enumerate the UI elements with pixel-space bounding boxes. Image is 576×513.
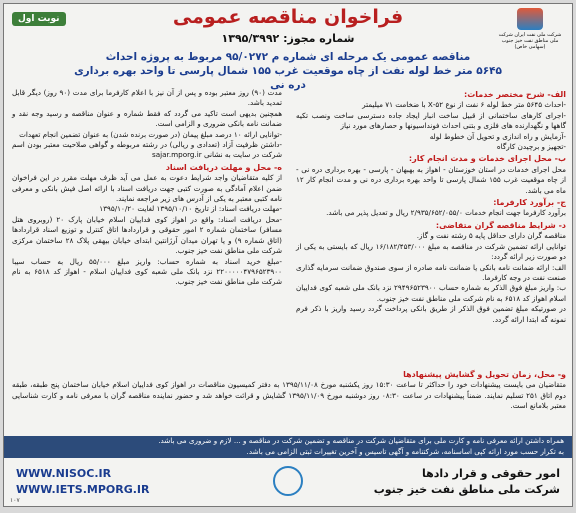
left-text-1: مدت (۹۰) روز معتبر بوده و پس از آن نیز با اعلام کارفرما برای مدت (۹۰ روز) دیگر قابل تمدید باشد.: [12, 88, 282, 108]
section-e-text-3: -محل دریافت اسناد: واقع در اهواز کوی فداییان اسلام خیابان پارک ۲۰ (روبروی هتل مسافر) ساختمان شماره ۲ امور حقوقی و قراردادها اتاق کنترل و توزیع اسناد قراردادها (اتاق شماره ۹) و یا تهران میدان آرژانتین ابتدای خیابان بیهقی پلاک ۲۸ ساختمان مرکزی شرکت ملی مناطق نفت خیز جنوب.: [12, 214, 283, 256]
left-text-2: همچنین بدیهی است تاکید می گردد که فقط شماره و عنوان مناقصه و رسید وجه نقد و ضمانت نامه بانکی ضروری و الزامی است.: [12, 108, 282, 129]
section-b-heading: ب- محل اجرای خدمات و مدت انجام کار:: [408, 154, 566, 164]
section-e-heading: ه- محل و مهلت دریافت اسناد: [165, 162, 282, 172]
website-iets[interactable]: WWW.IETS.MPORG.IR: [16, 483, 150, 496]
right-column: [296, 88, 566, 325]
section-a-item-2: -اجرای کارهای ساختمانی از قبیل ساخت انبار ایجاد جاده دسترسی ساخت ونصب تکیه گاهها و نگهدارنده های فلزی و بتنی احداث فونداسیونها و حصارهای مورد نیاز: [296, 110, 566, 131]
left-text-4: -داشتن ظرفیت آزاد (تعدادی و ریالی) در رشته مربوطه و گواهی صلاحیت معتبر بودن اسم شرکت در سایت به نشانی sajar.mporg.ir: [12, 140, 282, 160]
websites-block: [16, 466, 150, 498]
first-publication-badge: نوبت اول: [12, 12, 66, 26]
section-e-text-1: از کلیه متقاضیان واجد شرایط دعوت به عمل می آید ظرف مهلت مقرر در این فراخوان ضمن اعلام آمادگی به صورت کتبی جهت دریافت اسناد با ارائه اصل فیش بانکی و معرفی نامه کتبی معتبر به یکی از آدرس های زیر مراجعه نمایند.: [12, 173, 282, 204]
notice-title: فراخوان مناقصه عمومی: [172, 6, 404, 28]
company-seal-icon: [273, 466, 303, 496]
left-text-3: -توانایی ارائه ۱۰ درصد مبلغ پیمان (در صورت برنده شدن) به عنوان تضمین انجام تعهدات: [19, 129, 282, 139]
note-line-2: به تکرار حسب مورد ارائه کپی اساسنامه، شرکتنامه و آگهی تاسیس و آخرین تغییرات ثبتی الزامی می باشد.: [246, 446, 564, 456]
section-f-heading: و- محل، زمان تحویل و گشایش پیشنهادها: [403, 370, 566, 379]
section-a-heading: الف- شرح مختصر خدمات:: [464, 90, 566, 99]
section-c-heading: ج- برآورد کارفرما:: [493, 198, 566, 208]
tender-notice: [3, 3, 573, 507]
tender-subject: [74, 50, 502, 92]
subject-line-2: ۵۶۴۵ متر خط لوله نفت از چاه موقعیت غرب ۱۵۵ شمال پارسی تا واحد بهره برداری دره نی: [74, 65, 502, 91]
section-d-item-3: الف: ارائه ضمانت نامه بانکی یا ضمانت نامه صادره از سوی صندوق ضمانت سرمایه گذاری صنعت نفت در وجه کارفرما.: [296, 262, 566, 282]
subject-line-1: مناقصه عمومی یک مرحله ای شماره م ۹۵/۰۲۷۲ مربوط به پروژه احداث: [105, 51, 471, 63]
section-e-text-4: -مبلغ خرید اسناد به شماره حساب: واریز مبلغ ۵۵/۰۰۰ ریال به حساب سیبا ۲۲۰۰۰۰۰۴۷۹۶۵۲۳۹۰۰ نزد بانک ملی شعبه کوی فداییان اسلام - اهواز کد ۶۵۱۸ به نام شرکت ملی مناطق نفت خیز جنوب.: [12, 256, 282, 287]
section-d-item-2: توانایی ارائه تضمین شرکت در مناقصه به مبلغ ۱۶/۱۸۲/۴۵۳/۰۰۰ ریال که بایستی به یکی از دو صورت زیر ارائه گردد:: [296, 241, 566, 262]
section-d-item-5: در صورتیکه مبلغ تضمین فوق الذکر از طریق بانکی پرداخت گردد رسید واریز با ذکر فرم نمونه گه ابتدا ارائه گردد.: [296, 304, 566, 324]
issuer-dept: امور حقوقی و قرار دادها: [421, 467, 560, 480]
section-f-text: متقاضیان می بایست پیشنهادات خود را حداکثر تا ساعت ۱۵:۳۰ روز یکشنبه مورخ ۱۳۹۵/۱۱/۰۸ به دفتر کمیسیون مناقصات در اهواز کوی فداییان اسلام خیابان ساختمان پنج طبقه، طبقه دوم اتاق ۲۵۱ تسلیم نمایند. ضمناً پیشنهادات در ساعت ۰۸:۳۰ روز دوشنبه مورخ ۱۳۹۵/۱۱/۰۹ گشایش و قرائت خواهد شد و حضور نماینده مناقصه گران با معرفی نامه و کارت شناسایی معتبر بلامانع است.: [12, 380, 566, 411]
section-a-item-3: -آزمایش و راه اندازی و تحویل آن خطوط لوله: [429, 131, 566, 141]
nioc-logo: [498, 8, 562, 54]
section-d-heading: د- شرایط مناقصه گران متقاضی:: [435, 220, 566, 230]
section-f: [12, 368, 566, 412]
section-b-text: محل اجرای خدمات در استان خوزستان - اهواز به بهبهان - پارسی - بهره برداری دره نی - از چاه موقعیت غرب ۱۵۵ شمال پارسی تا واحد بهره برداری دره نی و مدت انجام کار ۱۲ ماه می باشد.: [296, 164, 566, 195]
section-c-text: برآورد کارفرما جهت انجام خدمات ۲/۹۳۵/۶۵۲/۰۵۵/۰ ریال و تعدیل پذیر می باشد.: [326, 208, 566, 218]
page-code: ۱۰۷: [10, 497, 20, 504]
left-column: [12, 88, 282, 288]
permit-number: شماره مجوز: ۱۳۹۵/۳۹۹۲: [221, 32, 355, 45]
section-a-item-4: -تجهیز و برچیدن کارگاه: [496, 142, 566, 152]
section-d-item-1: مناقصه گران دارای حداقل پایه ۵ رشته نفت و گاز.: [416, 231, 566, 241]
notice-footer: [4, 462, 572, 506]
section-a-item-1: -احداث ۵۶۴۵ متر خط لوله ۶ نفت از نوع ۵۲-X با ضخامت ۷۱ میلیمتر: [362, 100, 566, 110]
notes-bar: [4, 436, 572, 458]
issuer-company: شرکت ملی مناطق نفت خیز جنوب: [373, 483, 560, 496]
website-nisoc[interactable]: WWW.NISOC.IR: [16, 467, 112, 480]
note-line-1: همراه داشتن ارائه معرفی نامه و کارت ملی برای متقاضیان شرکت در مناقصه و تضمین شرکت در مناقصه و ... لازم و ضروری می باشد.: [158, 436, 564, 445]
section-e-text-2: -مهلت دریافت اسناد: از تاریخ ۱۳۹۵/۱۰/۱۰ لغایت ۱۳۹۵/۱۰/۲۰: [99, 204, 282, 214]
nioc-emblem-icon: [517, 8, 543, 30]
logo-text: شرکت ملی نفت ایران شرکت ملی مناطق نفت خیز جنوب (سهامی خاص): [498, 32, 562, 50]
section-d-item-4: ب: واریز مبلغ فوق الذکر به شماره حساب ۲۹۴۹۶۵۲۳۹۰۰ نزد بانک ملی شعبه کوی فداییان اسلام اهواز کد ۶۵۱۸ به نام شرکت ملی مناطق نفت خیز جنوب.: [296, 283, 566, 303]
